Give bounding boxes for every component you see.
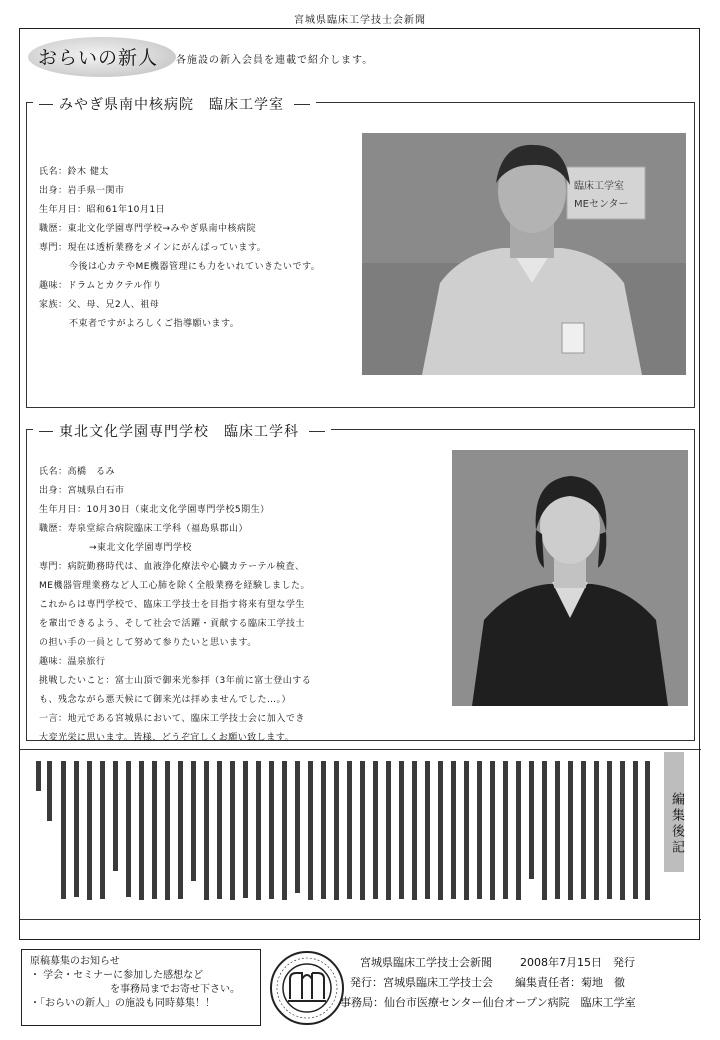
section-title: おらいの新人: [38, 47, 159, 69]
profile-2-specialty: 専門：病院勤務時代は、血液浄化療法や心臓カテーテル検査、: [39, 562, 305, 572]
postscript-title: 編集後記: [669, 792, 684, 856]
profile-2-specialty-line-5: の担い手の一員として努めて参りたいと思います。: [39, 638, 257, 648]
profile-2-details: [39, 463, 311, 748]
profile-2-specialty-line-4: を輩出できるよう、そして社会で活躍・貢献する臨床工学技士: [39, 619, 306, 629]
association-seal-logo: [268, 949, 346, 1027]
publication-info: [340, 953, 708, 1013]
profile-1-career: 職歴：東北文化学園専門学校→みやぎ県南中核病院: [39, 224, 257, 234]
profile-2-photo: [452, 450, 688, 706]
profile-2-specialty-line-3: これからは専門学校で、臨床工学技士を目指す将来有望な学生: [39, 600, 305, 610]
legend-rule: [294, 104, 310, 105]
profile-2-hobby: 趣味：温泉旅行: [39, 657, 106, 667]
profile-1-heading-text: みやぎ県南中核病院 臨床工学室: [59, 97, 284, 113]
profile-1-specialty: 専門：現在は透析業務をメインにがんばっています。: [39, 243, 267, 253]
photo-sign-line-2: MEセンター: [574, 199, 629, 210]
intro-text: 各施設の新入会員を連載で紹介します。: [176, 55, 374, 66]
profile-2-hometown: 出身：宮城県白石市: [39, 486, 125, 496]
profile-2-heading-text: 東北文化学園専門学校 臨床工学科: [59, 424, 299, 440]
profile-2-challenge: 挑戦したいこと：富士山頂で御来光参拝（3年前に富士登山する: [39, 676, 312, 686]
profile-2-message-cont: 大変光栄に思います。皆様、どうぞ宜しくお願い致します。: [39, 733, 295, 743]
legend-rule: [39, 431, 53, 432]
profile-2-message: 一言：地元である宮城県において、臨床工学技士会に加入でき: [39, 714, 305, 724]
profile-section-1: [26, 97, 695, 408]
notice-line-1: ・ 学会・セミナーに参加した感想など: [30, 970, 204, 981]
legend-rule: [39, 104, 53, 105]
page-frame: [19, 28, 700, 940]
footer-date: 2008年7月15日 発行: [520, 956, 635, 969]
profile-1-specialty-cont: 今後は心カテやME機器管理にも力をいれていきたいです。: [69, 262, 321, 272]
profile-2-career-cont: →東北文化学園専門学校: [89, 543, 193, 553]
profile-1-hometown: 出身：岩手県一関市: [39, 186, 125, 196]
profile-2-heading: [33, 421, 331, 441]
bottom-divider: [20, 919, 701, 920]
postscript-title-badge: [664, 752, 684, 872]
section-title-badge: [28, 37, 176, 77]
footer-row-2: [340, 973, 708, 993]
newspaper-header-title: 宮城県臨床工学技士会新聞: [294, 15, 426, 26]
profile-1-photo: [362, 133, 686, 375]
legend-rule: [309, 431, 325, 432]
profile-2-birthdate: 生年月日：10月30日（東北文化学園専門学校5期生）: [39, 505, 270, 515]
footer-row-1: [340, 953, 708, 973]
profile-1-name: 氏名：鈴木 健太: [39, 167, 109, 177]
profile-1-birthdate: 生年月日：昭和61年10月1日: [39, 205, 166, 215]
footer-publisher: 発行：宮城県臨床工学技士会: [350, 976, 493, 989]
notice-line-2: を事務局までお寄せ下さい。: [110, 984, 240, 995]
profile-2-challenge-cont: も、残念ながら悪天候にて御来光は拝めませんでした…。）: [39, 695, 292, 705]
notice-line-3: ・「おらいの新人」の施設も同時募集！！: [30, 998, 215, 1009]
section-divider: [20, 749, 701, 750]
profile-1-closing: 不束者ですがよろしくご指導願います。: [69, 319, 240, 329]
profile-1-details: [39, 163, 320, 334]
profile-1-family: 家族：父、母、兄2人、祖母: [39, 300, 160, 310]
notice-title: 原稿募集のお知らせ: [30, 956, 120, 967]
profile-1-hobby: 趣味：ドラムとカクテル作り: [39, 281, 162, 291]
profile-2-specialty-line-2: ME機器管理業務など人工心肺を除く全般業務を経験しました。: [39, 581, 310, 591]
profile-2-career: 職歴：寿泉堂綜合病院臨床工学科（福島県郡山）: [39, 524, 249, 534]
profile-section-2: [26, 424, 695, 743]
profile-2-name: 氏名：高橋 るみ: [39, 467, 116, 477]
footer-newspaper: 宮城県臨床工学技士会新聞: [360, 956, 492, 969]
footer-office: 事務局：仙台市医療センター仙台オープン病院 臨床工学室: [340, 996, 636, 1009]
postscript-column: [36, 757, 650, 907]
profile-1-heading: [33, 94, 316, 114]
photo-sign-line-1: 臨床工学室: [574, 181, 624, 192]
footer-editor: 編集責任者：菊地 徹: [515, 976, 625, 989]
footer-row-3: [340, 993, 708, 1013]
call-for-submissions: [21, 949, 261, 1026]
